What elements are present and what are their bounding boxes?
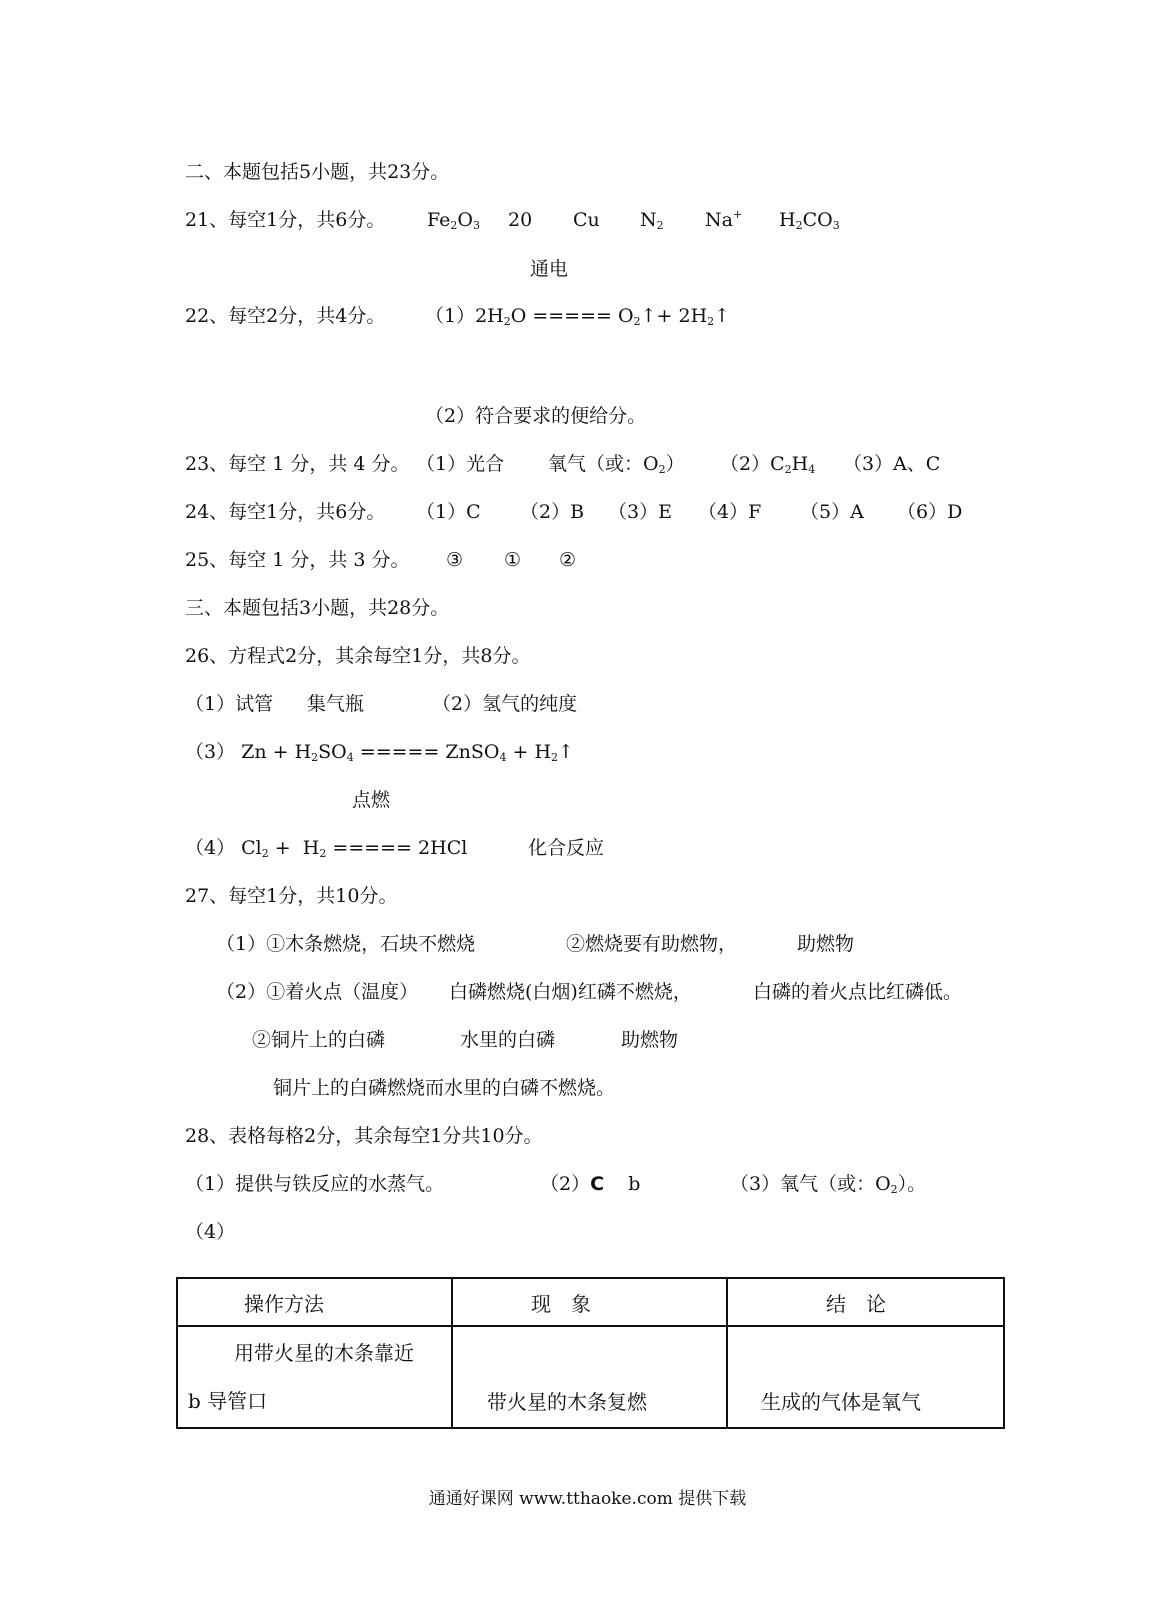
q21-answer-20: 20 (508, 209, 533, 231)
table-cell-line: b 导管口 (188, 1389, 268, 1413)
q21-answer-h2co3: $H_2CO_3$ (779, 209, 840, 232)
table-cell-line: 用带火星的木条靠近 (234, 1341, 414, 1365)
q27-label: 27、每空1分，共10分。 (185, 885, 398, 907)
q24-item: （3）E (608, 501, 672, 523)
q28-part-4: （4） (185, 1221, 236, 1243)
q21-label: 21、每空1分，共6分。 (185, 209, 386, 231)
answer-table (176, 1277, 1005, 1429)
q23-answer-1: （1）光合 (416, 453, 505, 475)
q25-label: 25、每空 1 分，共 3 分。 (185, 549, 410, 571)
q23-answer-2: $(2)C_2H_4$ (720, 453, 816, 476)
q25-item: ③ (446, 549, 464, 571)
q24-item: （2）B (520, 501, 585, 523)
q25-item: ① (504, 549, 522, 571)
q21-answer-n2: $N_2$ (640, 209, 664, 232)
q22-equation: $(1)2H_2O$ ===== $O_2↑+$ $2H_2↑$ (425, 305, 731, 328)
q27-answer-1a: （1）①木条燃烧，石块不燃烧 (216, 933, 476, 955)
page-footer: 通通好课网 www.tthaoke.com 提供下载 (428, 1489, 747, 1509)
table-header-row (177, 1278, 1004, 1326)
q23-answer-oxygen: 氧气（或：$O_2$） (548, 453, 685, 476)
q22-condition-electrolysis: 通电 (530, 258, 569, 280)
q27-answer-2b: 白磷燃烧(白烟)红磷不燃烧， (449, 981, 692, 1003)
q24-label: 24、每空1分，共6分。 (185, 501, 386, 523)
q23-label: 23、每空 1 分，共 4 分。 (185, 453, 410, 475)
q27-answer-1c: 助燃物 (797, 933, 855, 955)
q26-equation-3: （3） $Zn + H_2SO_4$ ===== ZnSO$_4$ + $H_2↑$ (185, 741, 574, 764)
q28-label: 28、表格每格2分，其余每空1分共10分。 (185, 1125, 543, 1147)
q24-item: （4）F (698, 501, 762, 523)
q26-reaction-type: 化合反应 (528, 837, 605, 859)
q28-answer-2: （2）C b (540, 1173, 641, 1195)
q27-answer-3a: ②铜片上的白磷 (252, 1029, 386, 1051)
q26-answer-1a: （1）试管 (185, 693, 274, 715)
q26-equation-4: （4） $Cl_2 + H_2$ ===== 2HCl (185, 837, 468, 860)
q27-answer-1b: ②燃烧要有助燃物， (566, 933, 738, 955)
table-cell-method (177, 1326, 452, 1428)
table-header: 结 论 (727, 1278, 1004, 1326)
q26-label: 26、方程式2分，其余每空1分，共8分。 (185, 645, 531, 667)
q27-answer-3c: 助燃物 (621, 1029, 679, 1051)
section-2-title: 二、本题包括5小题，共23分。 (185, 161, 450, 183)
q21-answer-na: Na+ (705, 208, 743, 231)
table-header: 操作方法 (177, 1278, 452, 1326)
q21-answer-fe2o3: $Fe_2O_3$ (427, 209, 480, 232)
q24-item: （1）C (416, 501, 481, 523)
table-cell-phenomenon: 带火星的木条复燃 (452, 1326, 727, 1428)
q27-answer-4: 铜片上的白磷燃烧而水里的白磷不燃烧。 (273, 1077, 616, 1099)
table-header: 现 象 (452, 1278, 727, 1326)
section-3-title: 三、本题包括3小题，共28分。 (185, 597, 450, 619)
q28-answer-1: （1）提供与铁反应的水蒸气。 (185, 1173, 445, 1195)
q27-answer-3b: 水里的白磷 (460, 1029, 556, 1051)
q27-answer-2c: 白磷的着火点比红磷低。 (753, 981, 963, 1003)
q24-item: （6）D (897, 501, 963, 523)
q23-answer-3: （3）A、C (843, 453, 941, 475)
q21-answer-cu: Cu (573, 209, 600, 231)
q26-answer-1b: 集气瓶 (307, 693, 365, 715)
q26-condition-ignite: 点燃 (352, 789, 391, 811)
q27-answer-2a: （2）①着火点（温度） (216, 981, 419, 1003)
table-row (177, 1326, 1004, 1428)
q26-answer-2: （2）氢气的纯度 (432, 693, 578, 715)
q25-item: ② (559, 549, 577, 571)
q22-part2: （2）符合要求的便给分。 (425, 405, 647, 427)
q28-answer-3: （3）氧气（或：$O_2$）。 (730, 1173, 927, 1196)
table-cell-conclusion: 生成的气体是氧气 (727, 1326, 1004, 1428)
q22-label: 22、每空2分，共4分。 (185, 305, 386, 327)
q24-item: （5）A (800, 501, 864, 523)
